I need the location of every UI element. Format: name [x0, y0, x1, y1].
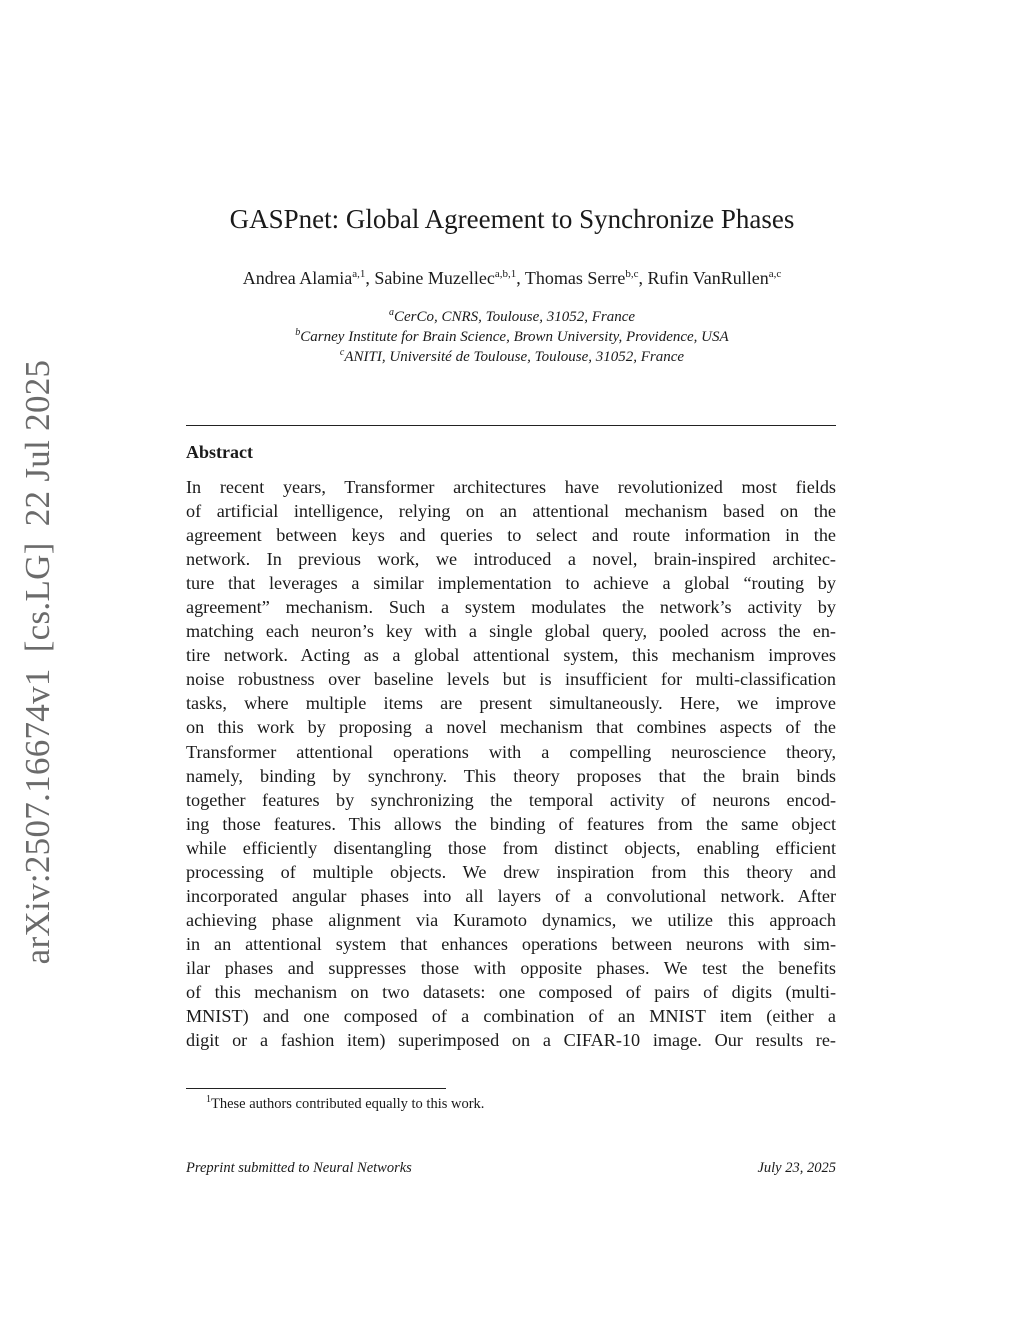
abstract-line: noise robustness over baseline levels but is insufficient for multi-classification — [186, 669, 836, 690]
abstract-line: namely, binding by synchrony. This theory proposes that the brain binds — [186, 765, 836, 786]
affiliation-c — [0, 347, 1024, 366]
abstract-line: tasks, where multiple items are present simultaneously. Here, we improve — [186, 693, 836, 714]
author-marks: a,b,1 — [494, 268, 517, 280]
author-marks: a,c — [768, 268, 782, 280]
author-separator: , — [516, 268, 525, 288]
footnote-mark: 1 — [206, 1094, 211, 1105]
abstract-line: incorporated angular phases into all layers of a convolutional network. After — [186, 885, 836, 906]
author-name: Andrea Alamia — [242, 268, 353, 288]
abstract-line: in an attentional system that enhances operations between neurons with sim- — [186, 933, 836, 954]
affiliation-mark: b — [295, 327, 301, 338]
abstract-line: processing of multiple objects. We drew inspiration from this theory and — [186, 861, 836, 882]
affiliation-b — [0, 327, 1024, 346]
author-name: Sabine Muzellec — [374, 268, 495, 288]
author-separator: , — [638, 268, 648, 288]
affiliation-a — [0, 307, 1024, 326]
abstract-line: achieving phase alignment via Kuramoto dynamics, we utilize this approach — [186, 909, 836, 930]
abstract-line: ing those features. This allows the binding of features from the same object — [186, 813, 836, 834]
author-name: Thomas Serre — [524, 268, 626, 288]
author-list — [0, 268, 1024, 289]
abstract-line: together features by synchronizing the temporal activity of neurons encod- — [186, 789, 836, 810]
abstract-line: In recent years, Transformer architectures have revolutionized most fields — [186, 477, 836, 497]
abstract-line: of artificial intelligence, relying on an attentional mechanism based on the — [186, 501, 836, 522]
abstract-heading: Abstract — [186, 442, 253, 462]
footnote — [206, 1094, 484, 1113]
affiliation-text: ANITI, Université de Toulouse, Toulouse, 31052, France — [344, 349, 685, 365]
abstract-line: tire network. Acting as a global attentional system, this mechanism improves — [186, 645, 836, 666]
arxiv-sidebar-stamp — [18, 360, 58, 965]
affiliation-mark: c — [339, 347, 345, 358]
abstract-line: agreement” mechanism. Such a system modulates the network’s activity by — [186, 597, 836, 618]
abstract-divider — [186, 425, 836, 426]
footer-date: July 23, 2025 — [757, 1160, 836, 1176]
arxiv-id: arXiv:2507.16674v1 — [18, 668, 57, 965]
paper-title: GASPnet: Global Agreement to Synchronize Phases — [229, 204, 795, 234]
abstract-line: of this mechanism on two datasets: one composed of pairs of digits (multi- — [186, 981, 836, 1002]
abstract-line: MNIST) and one composed of a combination of an MNIST item (either a — [186, 1006, 836, 1027]
abstract-line: ture that leverages a similar implementation to achieve a global “routing by — [186, 573, 836, 594]
abstract-line: Transformer attentional operations with a compelling neuroscience theory, — [186, 741, 836, 762]
abstract-line: on this work by proposing a novel mechanism that combines aspects of the — [186, 717, 836, 738]
abstract-line: matching each neuron’s key with a single global query, pooled across the en- — [186, 621, 836, 642]
arxiv-category: [cs.LG] — [18, 542, 57, 653]
abstract-line: while efficiently disentangling those from distinct objects, enabling efficient — [186, 837, 836, 858]
abstract-line: network. In previous work, we introduced a novel, brain-inspired architec- — [186, 549, 836, 570]
abstract-line: agreement between keys and queries to select and route information in the — [186, 525, 836, 546]
author-marks: a,1 — [352, 268, 366, 280]
abstract-body — [186, 475, 836, 1052]
affiliation-text: CerCo, CNRS, Toulouse, 31052, France — [393, 309, 636, 325]
author-separator: , — [365, 268, 375, 288]
abstract-line: digit or a fashion item) superimposed on a CIFAR-10 image. Our results re- — [186, 1030, 836, 1051]
abstract-line: ilar phases and suppresses those with opposite phases. We test the benefits — [186, 957, 836, 978]
author-name: Rufin VanRullen — [647, 268, 769, 288]
affiliation-mark: a — [388, 307, 394, 318]
footnote-divider — [186, 1088, 446, 1089]
footer-journal: Preprint submitted to Neural Networks — [186, 1160, 412, 1176]
arxiv-date: 22 Jul 2025 — [18, 359, 57, 527]
affiliation-text: Carney Institute for Brain Science, Brown University, Providence, USA — [300, 329, 729, 345]
footnote-text: These authors contributed equally to this work. — [211, 1095, 485, 1112]
author-marks: b,c — [625, 268, 639, 280]
